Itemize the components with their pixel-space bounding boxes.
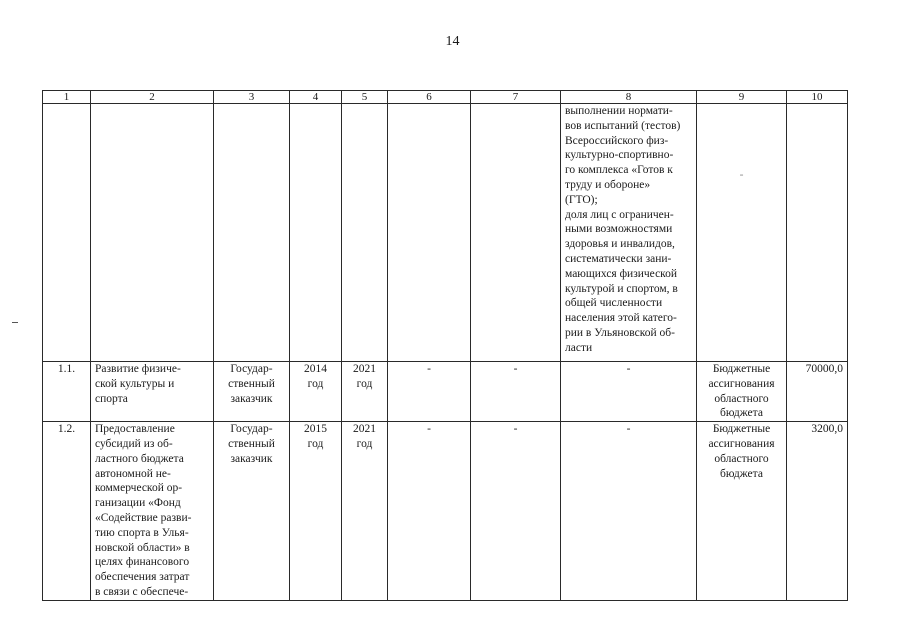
column-header: 2 <box>91 91 214 104</box>
text-line: Бюджетные <box>712 423 771 436</box>
text-line: здоровья и инвалидов, <box>565 238 675 251</box>
table-row <box>43 422 848 601</box>
text-line: тию спорта в Улья- <box>95 526 189 539</box>
text-line: областного <box>714 452 769 465</box>
column-header: 5 <box>342 91 388 104</box>
text-line: вов испытаний (тестов) <box>565 119 681 132</box>
row-number: 1.1. <box>43 362 91 422</box>
text-line: 2021 <box>353 423 376 436</box>
column-header: 8 <box>561 91 697 104</box>
text-line: ластного бюджета <box>95 452 184 465</box>
text-line: год <box>307 377 324 390</box>
page-number: 14 <box>445 34 460 49</box>
text-line: в связи с обеспече- <box>95 585 189 598</box>
col6-cell: - <box>388 362 471 422</box>
executor-cell <box>214 422 290 601</box>
text-line: го комплекса «Готов к <box>565 164 673 177</box>
text-line: областного <box>714 392 769 405</box>
text-line: систематически зани- <box>565 252 672 265</box>
funding-source-cell <box>697 362 787 422</box>
end-year-cell <box>342 422 388 601</box>
text-line: ассигнования <box>708 377 775 390</box>
column-header: 3 <box>214 91 290 104</box>
text-line: бюджета <box>720 407 763 420</box>
text-line: труду и обороне» <box>565 178 651 191</box>
text-line: доля лиц с ограничен- <box>565 208 674 221</box>
text-line: Развитие физиче- <box>95 363 181 375</box>
text-line: культурно-спортивно- <box>565 149 674 162</box>
col6-cell: - <box>388 422 471 601</box>
col7-cell: - <box>471 362 561 422</box>
text-line: рии в Ульяновской об- <box>565 326 675 339</box>
col8-cell: - <box>561 362 697 422</box>
executor-cell <box>214 362 290 422</box>
funding-source-cell <box>697 104 787 362</box>
text-line: ласти <box>565 341 593 354</box>
text-line: ской культуры и <box>95 377 175 390</box>
funding-source-cell <box>697 422 787 601</box>
text-line: ными возможностями <box>565 223 673 236</box>
dash-mark: - <box>739 169 744 181</box>
text-line: «Содействие разви- <box>95 511 192 524</box>
text-line: Государ- <box>230 363 273 375</box>
text-line: населения этой катего- <box>565 312 677 325</box>
text-line: субсидий из об- <box>95 437 173 450</box>
amount-cell: 70000,0 <box>787 362 848 422</box>
text-line: ганизации «Фонд <box>95 497 181 510</box>
text-line: год <box>356 437 373 450</box>
text-line: Государ- <box>230 423 273 436</box>
text-line: 2021 <box>353 363 376 375</box>
text-line: обеспечения затрат <box>95 571 190 584</box>
text-line: ассигнования <box>708 437 775 450</box>
text-line: (ГТО); <box>565 193 598 206</box>
text-line: год <box>307 437 324 450</box>
col7-cell: - <box>471 422 561 601</box>
target-indicators-cell <box>561 104 697 362</box>
text-line: ственный <box>228 377 275 390</box>
column-header: 9 <box>697 91 787 104</box>
text-line: бюджета <box>720 467 763 480</box>
text-line: новской области» в <box>95 541 190 554</box>
column-header: 10 <box>787 91 848 104</box>
margin-mark <box>12 322 18 323</box>
text-line: коммерческой ор- <box>95 482 183 495</box>
text-line: ственный <box>228 437 275 450</box>
amount-cell: 3200,0 <box>787 422 848 601</box>
table-row <box>43 362 848 422</box>
text-line: заказчик <box>230 392 273 405</box>
text-line: спорта <box>95 392 128 405</box>
column-header: 4 <box>290 91 342 104</box>
text-line: автономной не- <box>95 467 171 480</box>
text-line: Бюджетные <box>712 363 771 375</box>
start-year-cell <box>290 362 342 422</box>
text-line: заказчик <box>230 452 273 465</box>
column-header: 6 <box>388 91 471 104</box>
text-line: 2015 <box>304 423 327 436</box>
program-table <box>42 90 848 601</box>
end-year-cell <box>342 362 388 422</box>
start-year-cell <box>290 422 342 601</box>
measure-name-cell <box>91 422 214 601</box>
text-line: общей численности <box>565 297 663 310</box>
text-line: Предоставление <box>95 423 175 436</box>
text-line: Всероссийского физ- <box>565 134 669 147</box>
column-header: 1 <box>43 91 91 104</box>
text-line: целях финансового <box>95 556 190 569</box>
column-number-row <box>43 91 848 104</box>
column-header: 7 <box>471 91 561 104</box>
text-line: 2014 <box>304 363 327 375</box>
text-line: мающихся физической <box>565 267 678 280</box>
text-line: выполнении нормати- <box>565 105 673 117</box>
col8-cell: - <box>561 422 697 601</box>
measure-name-cell <box>91 362 214 422</box>
continuation-row <box>43 104 848 362</box>
text-line: год <box>356 377 373 390</box>
row-number: 1.2. <box>43 422 91 601</box>
text-line: культурой и спортом, в <box>565 282 678 295</box>
